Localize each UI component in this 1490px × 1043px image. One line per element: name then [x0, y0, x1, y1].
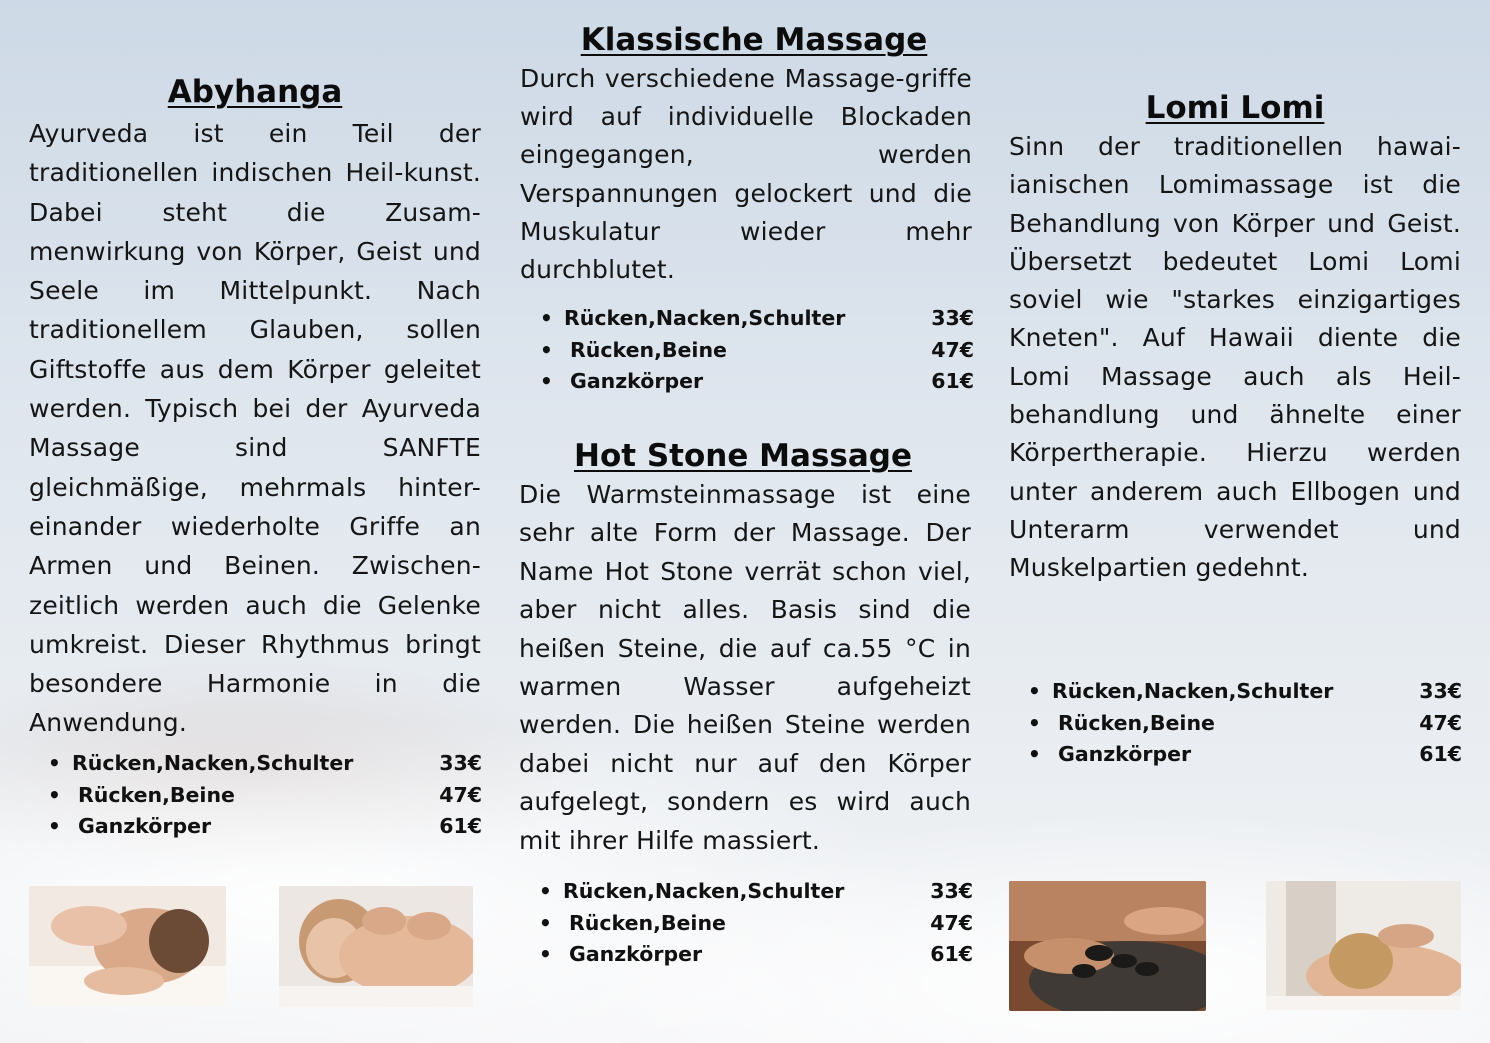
- photo-lomi-massage: [1266, 881, 1461, 1010]
- price-label: Rücken,Nacken,Schulter: [1052, 679, 1334, 703]
- price-label: Ganzkörper: [569, 942, 703, 966]
- klassische-title: Klassische Massage: [580, 22, 928, 58]
- price-value: 33€: [1419, 679, 1462, 703]
- section-abyhanga: [29, 74, 481, 743]
- price-value: 47€: [930, 910, 973, 935]
- price-item: • Rücken,Nacken,Schulter 33€: [540, 303, 974, 335]
- price-value: 47€: [439, 782, 482, 807]
- section-lomilomi: [1009, 90, 1461, 588]
- price-item: • Ganzkörper 61€: [1028, 739, 1462, 771]
- lomilomi-text: Sinn der traditionellen hawai-ianischen Lomimassage ist die Behandlung von Körper und Geist. Übersetzt bedeutet Lomi Lomi soviel wie "starkes einzigartiges Kneten". Auf Hawaii diente die Lomi Massage auch als Heil-behandlung und ähnelte einer Körpertherapie. Hierzu werden unter anderem auch Ellbogen und Unterarm verwendet und Muskelpartien gedehnt.: [1009, 132, 1461, 583]
- lomilomi-price-list: [1028, 676, 1462, 771]
- price-value: 47€: [931, 337, 974, 362]
- price-label: Rücken,Nacken,Schulter: [72, 751, 354, 775]
- hotstone-price-list: [539, 876, 973, 971]
- price-item: • Rücken,Beine 47€: [1028, 708, 1462, 740]
- abyhanga-text: Ayurveda ist ein Teil der traditionellen indischen Heil-kunst. Dabei steht die Zusam-menwirkung von Körper, Geist und Seele im Mittelpunkt. Nach traditionellem Glauben, sollen Giftstoffe aus dem Körper geleitet werden. Typisch bei der Ayurveda Massage sind SANFTE gleichmäßige, mehrmals hinter-einander wiederholte Griffe an Armen und Beinen. Zwischen-zeitlich werden auch die Gelenke umkreist. Dieser Rhythmus bringt besondere Harmonie in die Anwendung.: [29, 119, 481, 738]
- section-hotstone: [519, 438, 971, 860]
- klassische-price-list: [540, 303, 974, 398]
- price-item: • Rücken,Beine 47€: [539, 908, 973, 940]
- price-item: • Rücken,Nacken,Schulter 33€: [1028, 676, 1462, 708]
- price-item: • Ganzkörper 61€: [540, 366, 974, 398]
- price-value: 33€: [930, 879, 973, 903]
- price-value: 47€: [1419, 710, 1462, 735]
- price-label: Rücken,Beine: [78, 782, 235, 807]
- price-item: • Rücken,Beine 47€: [540, 335, 974, 367]
- price-label: Rücken,Beine: [569, 910, 726, 935]
- price-label: Ganzkörper: [1058, 742, 1192, 766]
- price-label: Rücken,Nacken,Schulter: [563, 879, 845, 903]
- hotstone-title: Hot Stone Massage: [574, 438, 912, 474]
- price-value: 33€: [931, 306, 974, 330]
- price-item: • Rücken,Nacken,Schulter 33€: [48, 748, 482, 780]
- klassische-text: Durch verschiedene Massage-griffe wird auf individuelle Blockaden eingegangen, werden Verspannungen gelockert und die Muskulatur wieder mehr durchblutet.: [520, 64, 972, 285]
- lomilomi-title: Lomi Lomi: [1145, 90, 1325, 126]
- price-label: Rücken,Beine: [1058, 710, 1215, 735]
- price-item: • Ganzkörper 61€: [48, 811, 482, 843]
- price-item: • Ganzkörper 61€: [539, 939, 973, 971]
- abyhanga-title: Abyhanga: [167, 74, 343, 110]
- section-klassische: [520, 22, 972, 289]
- photo-back-massage: [279, 886, 473, 1007]
- price-label: Ganzkörper: [570, 369, 704, 393]
- price-label: Ganzkörper: [78, 814, 212, 838]
- price-label: Rücken,Beine: [570, 337, 727, 362]
- price-item: • Rücken,Nacken,Schulter 33€: [539, 876, 973, 908]
- price-value: 61€: [930, 942, 973, 966]
- price-value: 61€: [1419, 742, 1462, 766]
- photo-hot-stones: [1009, 881, 1206, 1011]
- price-item: • Rücken,Beine 47€: [48, 780, 482, 812]
- price-value: 61€: [439, 814, 482, 838]
- price-value: 33€: [439, 751, 482, 775]
- hotstone-text: Die Warmsteinmassage ist eine sehr alte Form der Massage. Der Name Hot Stone verrät schon viel, aber nicht alles. Basis sind die heißen Steine, die auf ca.55 °C in warmen Wasser aufgeheizt werden. Die heißen Steine werden dabei nicht nur auf den Körper aufgelegt, sondern es wird auch mit ihrer Hilfe massiert.: [519, 480, 971, 855]
- abyhanga-price-list: [48, 748, 482, 843]
- price-value: 61€: [931, 369, 974, 393]
- photo-face-massage: [29, 886, 226, 1006]
- price-label: Rücken,Nacken,Schulter: [564, 306, 846, 330]
